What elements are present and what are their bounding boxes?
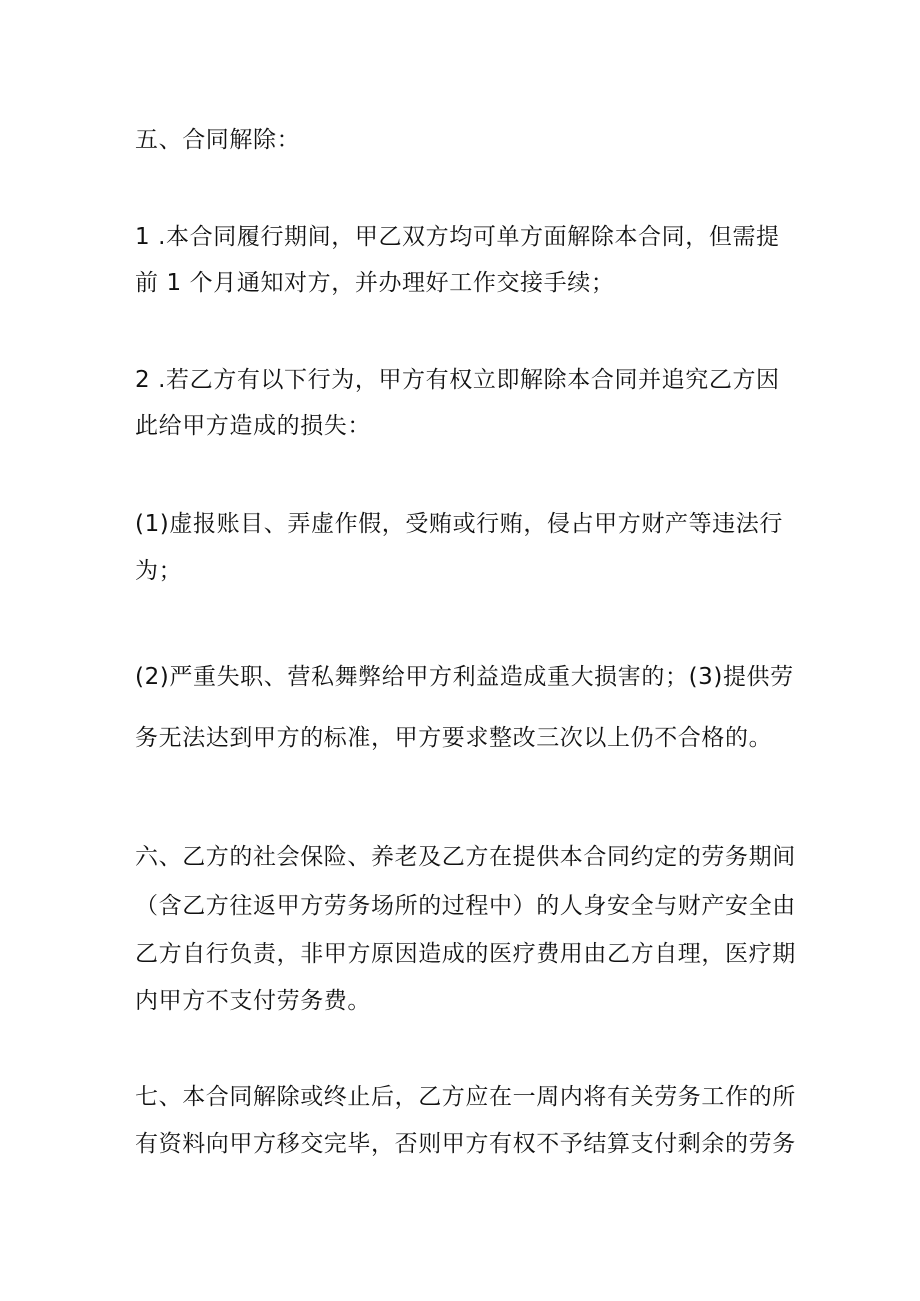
section-5-heading: 五、合同解除： (135, 127, 301, 153)
clause-5-2-line-2: 此给甲方造成的损失： (135, 413, 371, 439)
clause-5-1-line-2: 前 1 个月通知对方，并办理好工作交接手续； (135, 270, 615, 296)
clause-5-1-line-1: 1 .本合同履行期间，甲乙双方均可单方面解除本合同，但需提 (135, 224, 780, 250)
section-6-line-1: 六、乙方的社会保险、养老及乙方在提供本合同约定的劳务期间 (135, 844, 796, 870)
section-7-line-1: 七、本合同解除或终止后，乙方应在一周内将有关劳务工作的所 (135, 1084, 796, 1110)
item-1-line-1: (1)虚报账目、弄虚作假，受贿或行贿，侵占甲方财产等违法行 (135, 511, 783, 537)
item-2-3-line-1: (2)严重失职、营私舞弊给甲方利益造成重大损害的；(3)提供劳 (135, 664, 794, 690)
section-6-line-2: （含乙方往返甲方劳务场所的过程中）的人身安全与财产安全由 (135, 893, 796, 919)
item-1-line-2: 为； (135, 558, 183, 584)
section-6-line-4: 内甲方不支付劳务费。 (135, 988, 371, 1014)
section-6-line-3: 乙方自行负责，非甲方原因造成的医疗费用由乙方自理，医疗期 (135, 941, 796, 967)
item-3-line-2: 务无法达到甲方的标准，甲方要求整改三次以上仍不合格的。 (135, 725, 773, 751)
clause-5-2-line-1: 2 .若乙方有以下行为，甲方有权立即解除本合同并追究乙方因 (135, 367, 780, 393)
section-7-line-2: 有资料向甲方移交完毕，否则甲方有权不予结算支付剩余的劳务 (135, 1131, 796, 1157)
